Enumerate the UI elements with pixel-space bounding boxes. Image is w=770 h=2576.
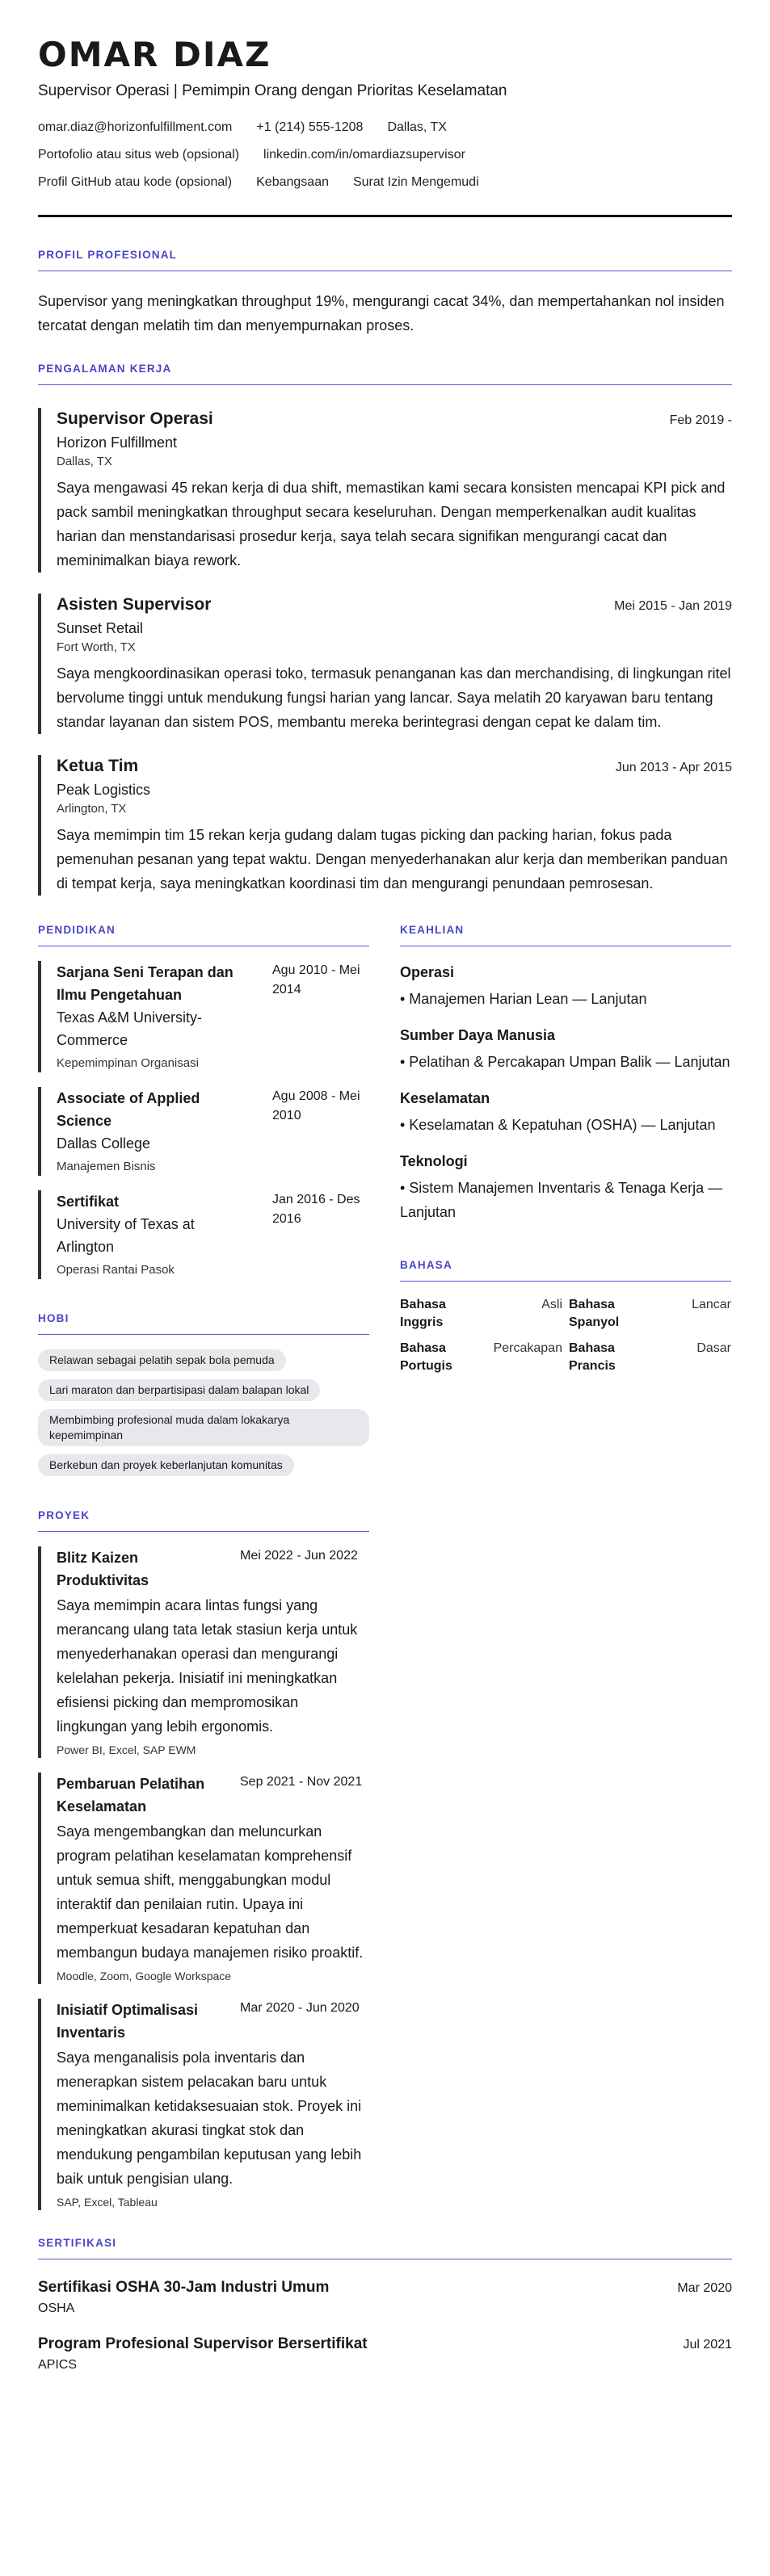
hobby-chip: Relawan sebagai pelatih sepak bola pemuda bbox=[38, 1349, 286, 1371]
education-entry bbox=[38, 961, 369, 1072]
two-column-area bbox=[38, 923, 732, 2210]
company-name: Peak Logistics bbox=[57, 782, 151, 798]
field-of-study: Manajemen Bisnis bbox=[57, 1160, 156, 1173]
section-title: PENGALAMAN KERJA bbox=[38, 363, 172, 375]
job-title: Asisten Supervisor bbox=[57, 595, 212, 614]
project-tools: Power BI, Excel, SAP EWM bbox=[57, 1743, 196, 1756]
skill-category: Operasi bbox=[400, 964, 455, 980]
school-name: Dallas College bbox=[57, 1135, 151, 1152]
contact-row bbox=[38, 120, 732, 136]
project-entry bbox=[38, 1773, 369, 1984]
language-entry bbox=[400, 1296, 562, 1332]
skills-section bbox=[400, 923, 731, 1224]
job-dates: Feb 2019 - bbox=[669, 413, 732, 427]
education-section bbox=[38, 923, 369, 1279]
candidate-name: OMAR DIAZ bbox=[38, 35, 271, 74]
hobby-chip: Lari maraton dan berpartisipasi dalam balapan lokal bbox=[38, 1379, 320, 1401]
certification-date: Mar 2020 bbox=[677, 2281, 732, 2295]
skill-item: • Pelatihan & Percakapan Umpan Balik — Lanjutan bbox=[400, 1054, 730, 1070]
degree-name: Associate of Applied Science bbox=[57, 1090, 200, 1129]
project-description: Saya mengembangkan dan meluncurkan program pelatihan keselamatan komprehensif untuk semua shift, menggabungkan modul interaktif dan penilaian rutin. Upaya ini memperkuat kesadaran kepatuhan dan membangun budaya manajemen risiko proaktif. bbox=[57, 1823, 364, 1961]
skill-group bbox=[400, 963, 731, 1011]
project-entry bbox=[38, 1999, 369, 2210]
hobbies-section bbox=[38, 1311, 369, 1476]
job-dates: Jun 2013 - Apr 2015 bbox=[615, 761, 732, 774]
language-list bbox=[400, 1296, 731, 1375]
phone-number[interactable]: +1 (214) 555-1208 bbox=[256, 120, 364, 134]
project-title: Pembaruan Pelatihan Keselamatan bbox=[57, 1776, 205, 1815]
degree-name: Sertifikat bbox=[57, 1194, 120, 1210]
certification-name: Program Profesional Supervisor Bersertifikat bbox=[38, 2335, 368, 2352]
field-of-study: Operasi Rantai Pasok bbox=[57, 1263, 175, 1277]
section-divider bbox=[38, 384, 732, 385]
skill-category: Teknologi bbox=[400, 1153, 468, 1169]
field-of-study: Kepemimpinan Organisasi bbox=[57, 1056, 199, 1070]
language-level: Dasar bbox=[696, 1341, 731, 1355]
skill-item: • Sistem Manajemen Inventaris & Tenaga Kerja — Lanjutan bbox=[400, 1180, 723, 1220]
section-title: KEAHLIAN bbox=[400, 924, 465, 936]
section-title: HOBI bbox=[38, 1312, 69, 1324]
project-tools: Moodle, Zoom, Google Workspace bbox=[57, 1970, 232, 1982]
summary-text: Supervisor yang meningkatkan throughput 19%, mengurangi cacat 34%, dan mempertahankan nol insiden tercatat dengan melatih tim dan menyempurnakan proses. bbox=[38, 293, 725, 334]
header-divider bbox=[38, 215, 732, 217]
skill-group bbox=[400, 1089, 731, 1137]
hobby-list bbox=[38, 1349, 369, 1476]
candidate-tagline: Supervisor Operasi | Pemimpin Orang dengan Prioritas Keselamatan bbox=[38, 82, 507, 99]
education-dates: Jan 2016 - Des 2016 bbox=[272, 1193, 360, 1226]
school-name: University of Texas at Arlington bbox=[57, 1216, 195, 1255]
contact-row bbox=[38, 147, 732, 163]
project-dates: Mar 2020 - Jun 2020 bbox=[240, 2001, 360, 2015]
section-title: SERTIFIKASI bbox=[38, 2237, 117, 2249]
certification-entry bbox=[38, 2277, 732, 2318]
section-title: PENDIDIKAN bbox=[38, 924, 116, 936]
language-entry bbox=[569, 1340, 731, 1375]
skill-category: Sumber Daya Manusia bbox=[400, 1027, 556, 1043]
language-entry bbox=[569, 1296, 731, 1332]
project-title: Inisiatif Optimalisasi Inventaris bbox=[57, 2002, 199, 2041]
job-title: Ketua Tim bbox=[57, 757, 139, 775]
language-level: Percakapan bbox=[493, 1341, 562, 1355]
skill-category: Keselamatan bbox=[400, 1090, 490, 1106]
project-entry bbox=[38, 1546, 369, 1758]
email-link[interactable]: omar.diaz@horizonfulfillment.com bbox=[38, 120, 233, 134]
nationality-text: Kebangsaan bbox=[256, 175, 329, 189]
job-title: Supervisor Operasi bbox=[57, 409, 213, 428]
project-dates: Sep 2021 - Nov 2021 bbox=[240, 1775, 363, 1789]
section-title: BAHASA bbox=[400, 1259, 452, 1271]
github-link[interactable]: Profil GitHub atau kode (opsional) bbox=[38, 175, 233, 189]
experience-section bbox=[38, 362, 732, 896]
skill-group bbox=[400, 1026, 731, 1074]
education-dates: Agu 2008 - Mei 2010 bbox=[272, 1089, 360, 1122]
languages-section bbox=[400, 1258, 731, 1375]
certification-issuer: OSHA bbox=[38, 2301, 75, 2315]
experience-entry bbox=[38, 755, 732, 896]
section-divider bbox=[38, 1334, 369, 1335]
project-description: Saya menganalisis pola inventaris dan menerapkan sistem pelacakan baru untuk meminimalkan ketidaksesuaian stok. Proyek ini meningkatkan akurasi tingkat stok dan mendukung pengambilan keputusan yang lebih baik untuk pengisian ulang. bbox=[57, 2049, 362, 2187]
linkedin-link[interactable]: linkedin.com/in/omardiazsupervisor bbox=[263, 148, 465, 162]
skill-group bbox=[400, 1152, 731, 1224]
education-entry bbox=[38, 1087, 369, 1176]
contact-row bbox=[38, 174, 732, 191]
project-tools: SAP, Excel, Tableau bbox=[57, 2196, 158, 2209]
education-dates: Agu 2010 - Mei 2014 bbox=[272, 963, 360, 996]
projects-section bbox=[38, 1508, 369, 2210]
hobby-chip: Membimbing profesional muda dalam lokakarya kepemimpinan bbox=[38, 1409, 369, 1446]
language-name: Bahasa Prancis bbox=[569, 1341, 616, 1373]
project-dates: Mei 2022 - Jun 2022 bbox=[240, 1549, 358, 1563]
job-description: Saya mengawasi 45 rekan kerja di dua shift, memastikan kami secara konsisten mencapai KPI pick and pack sambil meningkatkan throughput secara keseluruhan. Dengan memperkenalkan audit kualitas harian dan menstandarisasi prosedur kerja, saya telah secara signifikan mengurangi cacat dan meminimalkan biaya rework. bbox=[57, 480, 726, 568]
resume-header bbox=[38, 36, 732, 217]
certification-name: Sertifikasi OSHA 30-Jam Industri Umum bbox=[38, 2279, 330, 2296]
drivers-license-text: Surat Izin Mengemudi bbox=[352, 175, 479, 189]
company-name: Sunset Retail bbox=[57, 620, 144, 636]
skill-item: • Manajemen Harian Lean — Lanjutan bbox=[400, 991, 647, 1007]
job-location: Fort Worth, TX bbox=[57, 640, 136, 654]
certification-issuer: APICS bbox=[38, 2358, 78, 2372]
section-divider bbox=[38, 1531, 369, 1532]
project-description: Saya memimpin acara lintas fungsi yang merancang ulang tata letak stasiun kerja untuk menyederhanakan operasi dan mengurangi kelelahan pekerja. Inisiatif ini meningkatkan efisiensi picking dan mempromosikan lingkungan yang lebih ergonomis. bbox=[57, 1597, 358, 1735]
certification-date: Jul 2021 bbox=[683, 2338, 732, 2352]
left-column bbox=[38, 923, 369, 2210]
job-location: Dallas, TX bbox=[57, 455, 112, 468]
certification-entry bbox=[38, 2334, 732, 2374]
job-dates: Mei 2015 - Jan 2019 bbox=[614, 599, 732, 613]
language-level: Asli bbox=[541, 1298, 562, 1311]
section-title: PROFIL PROFESIONAL bbox=[38, 249, 178, 261]
skill-item: • Keselamatan & Kepatuhan (OSHA) — Lanjutan bbox=[400, 1117, 716, 1133]
language-entry bbox=[400, 1340, 562, 1375]
project-title: Blitz Kaizen Produktivitas bbox=[57, 1550, 149, 1588]
education-entry bbox=[38, 1190, 369, 1279]
hobby-chip: Berkebun dan proyek keberlanjutan komunitas bbox=[38, 1454, 294, 1476]
job-description: Saya memimpin tim 15 rekan kerja gudang dalam tugas picking dan packing harian, fokus pada pemenuhan pesanan yang tepat waktu. Dengan menyederhanakan alur kerja dan memberikan panduan di tempat kerja, saya meningkatkan koordinasi tim dan mengurangi penundaan pemrosesan. bbox=[57, 827, 728, 892]
job-description: Saya mengkoordinasikan operasi toko, termasuk penanganan kas dan merchandising, di lingkungan ritel bervolume tinggi untuk mendukung fungsi harian yang lancar. Saya melatih 20 karyawan baru tentang standar layanan dan sistem POS, membantu mereka berintegrasi dengan cepat ke dalam tim. bbox=[57, 665, 731, 730]
degree-name: Sarjana Seni Terapan dan Ilmu Pengetahuan bbox=[57, 964, 234, 1003]
portfolio-link[interactable]: Portofolio atau situs web (opsional) bbox=[38, 148, 240, 162]
experience-entry bbox=[38, 408, 732, 573]
language-name: Bahasa Inggris bbox=[400, 1298, 446, 1329]
section-divider bbox=[400, 1281, 731, 1282]
section-title: PROYEK bbox=[38, 1509, 90, 1521]
location-text: Dallas, TX bbox=[387, 120, 447, 134]
company-name: Horizon Fulfillment bbox=[57, 434, 178, 451]
language-level: Lancar bbox=[692, 1298, 731, 1311]
school-name: Texas A&M University-Commerce bbox=[57, 1009, 203, 1048]
job-location: Arlington, TX bbox=[57, 802, 127, 816]
language-name: Bahasa Portugis bbox=[400, 1341, 452, 1373]
language-name: Bahasa Spanyol bbox=[569, 1298, 620, 1329]
experience-entry bbox=[38, 594, 732, 734]
certifications-section bbox=[38, 2236, 732, 2374]
right-column bbox=[400, 923, 731, 2210]
summary-section bbox=[38, 248, 732, 338]
